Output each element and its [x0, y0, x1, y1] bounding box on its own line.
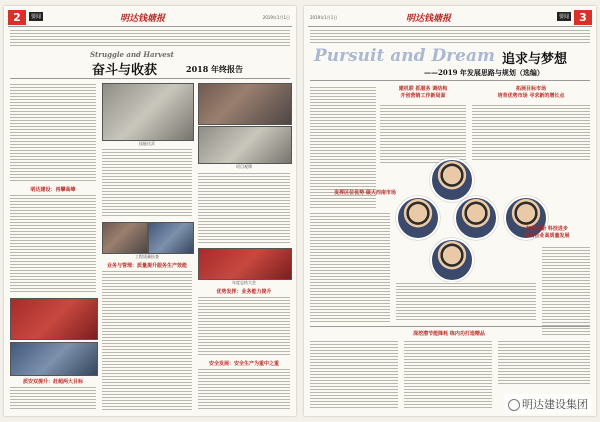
page-number: 2 [8, 10, 26, 25]
article-column [472, 104, 590, 160]
meeting-photo [10, 298, 98, 340]
page-title: 奋斗与收获 [92, 63, 158, 78]
subhead: 拓展目标市场 培育优势市场 寻求新的增长点 [497, 86, 565, 99]
article-column [380, 104, 466, 164]
page-title: 追求与梦想 [502, 52, 568, 67]
event-photo [198, 83, 292, 125]
subhead: 质安双提升：赶超两大目标 [22, 379, 83, 385]
executive-portrait [396, 196, 440, 240]
masthead: 明达钱塘报 [406, 14, 452, 24]
page-subtitle: ——2019 年发展思路与规划（选编） [424, 68, 544, 77]
section-rule [310, 326, 590, 327]
article-column [198, 296, 290, 356]
site-photo [148, 222, 194, 254]
article-column [310, 212, 390, 322]
subhead: 明达建设：再攀高峰 [30, 187, 76, 193]
subhead: 业务与管理：质量提升服务生产效能 [106, 263, 187, 269]
article-column [10, 194, 96, 294]
photo-caption: 技能比武 [139, 141, 155, 146]
site-photo [102, 222, 148, 254]
executive-portrait [430, 158, 474, 202]
article-column [404, 340, 492, 410]
subhead: 安全发展：安全生产为重中之重 [208, 361, 279, 367]
watermark [504, 394, 592, 414]
executive-portrait [430, 238, 474, 282]
article-column [498, 340, 590, 386]
photo-caption: 项目观摩 [236, 164, 252, 169]
subhead: 建机联 抓服务 调结构 开创营销工作新局面 [398, 86, 448, 99]
intro-text [310, 29, 590, 43]
subhead: 深挖潜节能降耗 练内功打造精品 [413, 331, 485, 337]
title-english: Pursuit and Dream [314, 46, 495, 66]
photo-caption: 年度总结大会 [232, 280, 256, 285]
page-number: 3 [574, 10, 592, 25]
left-page-header [8, 10, 292, 27]
section-tag: 要闻 [31, 14, 42, 20]
intro-text [10, 29, 290, 47]
article-column [10, 386, 96, 410]
right-page-header [308, 10, 592, 27]
article-column [198, 368, 290, 410]
left-page [4, 6, 296, 416]
article-column [102, 148, 192, 218]
report-title: 2018 年终报告 [186, 64, 244, 74]
ceremony-photo [198, 248, 292, 280]
group-photo [10, 342, 98, 376]
section-tag: 要闻 [558, 14, 569, 20]
right-page [304, 6, 596, 416]
subhead: 加快创新 科技进步 推动企业高质量发展 [524, 226, 570, 239]
article-column [102, 270, 192, 410]
masthead: 明达钱塘报 [120, 14, 166, 24]
photo-caption: 工程质量检查 [135, 254, 159, 259]
article-column [542, 246, 590, 336]
title-rule [10, 78, 290, 79]
article-column [396, 282, 536, 322]
watermark-text: 明达建设集团 [522, 398, 588, 411]
title-english: Struggle and Harvest [90, 50, 174, 59]
executive-portrait [454, 196, 498, 240]
equipment-photo [198, 126, 292, 164]
award-photo [102, 83, 194, 141]
wechat-icon [508, 399, 520, 411]
dateline: 2019年1月1日 [262, 15, 290, 20]
title-rule [310, 80, 590, 81]
subhead: 发挥区位优势 做大西南市场 [334, 190, 396, 196]
subhead: 优势发挥：业务能力提升 [216, 289, 272, 295]
article-column [10, 83, 96, 183]
dateline: 2019年1月1日 [310, 15, 338, 20]
article-column [310, 340, 398, 410]
article-column [198, 172, 290, 244]
